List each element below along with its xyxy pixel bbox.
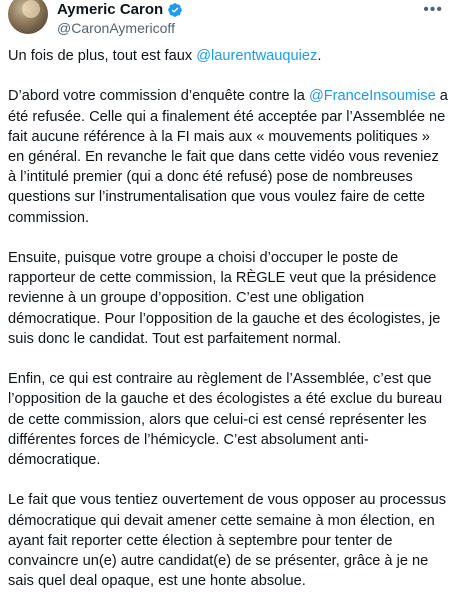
author-name-row <box>57 1 183 19</box>
tweet-header <box>8 0 445 40</box>
verified-badge-icon <box>167 2 183 18</box>
mention-link[interactable]: @laurentwauquiez <box>196 48 318 64</box>
tweet-paragraph-1 <box>8 46 448 66</box>
mention-link[interactable]: @FranceInsoumise <box>308 88 436 105</box>
text-segment: D’abord votre commission d’enquête contre la <box>8 88 309 105</box>
text-segment: . <box>317 48 322 64</box>
tweet-paragraph-5: Le fait que vous tentiez ouvertement de vous opposer au processus démocratique qui devait amener cette semaine à mon élection, en ayant fait reporter cette élection à septembre pour tenter de convaincre un(e) autre candidat(e) de se présenter, grâce à je ne sais quel deal opaque, est une honte absolue. <box>8 492 447 590</box>
avatar-image <box>22 0 40 18</box>
tweet-paragraph-3: Ensuite, puisque votre groupe a choisi d’occuper le poste de rapporteur de cette commission, la RÈGLE veut que la présidence revienne à un groupe d’opposition. C’est une obligation démocratique. Pour l’opposition de la gauche et des écologistes, je suis donc le candidat. Tout est parfaitement normal. <box>8 250 441 347</box>
more-horizontal-icon[interactable]: ••• <box>423 1 443 18</box>
author-display-name[interactable]: Aymeric Caron <box>57 1 164 18</box>
text-segment: a été refusée. Celle qui a finalement été acceptée par l’Assemblée ne fait aucune référence à la FI mais aux « mouvements politiques » en général. En revanche le fait que dans cette vidéo vous reveniez à l’intitulé premier (qui a donc été refusé) pose de nombreuses questions sur l’instrumentalisation que vous voulez faire de cette commission. <box>8 88 448 226</box>
text-segment: Un fois de plus, tout est faux <box>8 48 197 64</box>
avatar[interactable] <box>8 0 48 34</box>
tweet-paragraph-4: Enfin, ce qui est contraire au règlement de l’Assemblée, c’est que l’opposition de la gauche et des écologistes a été exclue du bureau de cette commission, alors que celui-ci est censé représenter les différentes forces de l’hémicycle. C’est absolument anti-démocratique. <box>8 371 443 469</box>
tweet-text <box>8 46 448 612</box>
tweet-paragraph-2 <box>8 86 448 227</box>
author-handle[interactable]: @CaronAymericoff <box>57 20 175 36</box>
